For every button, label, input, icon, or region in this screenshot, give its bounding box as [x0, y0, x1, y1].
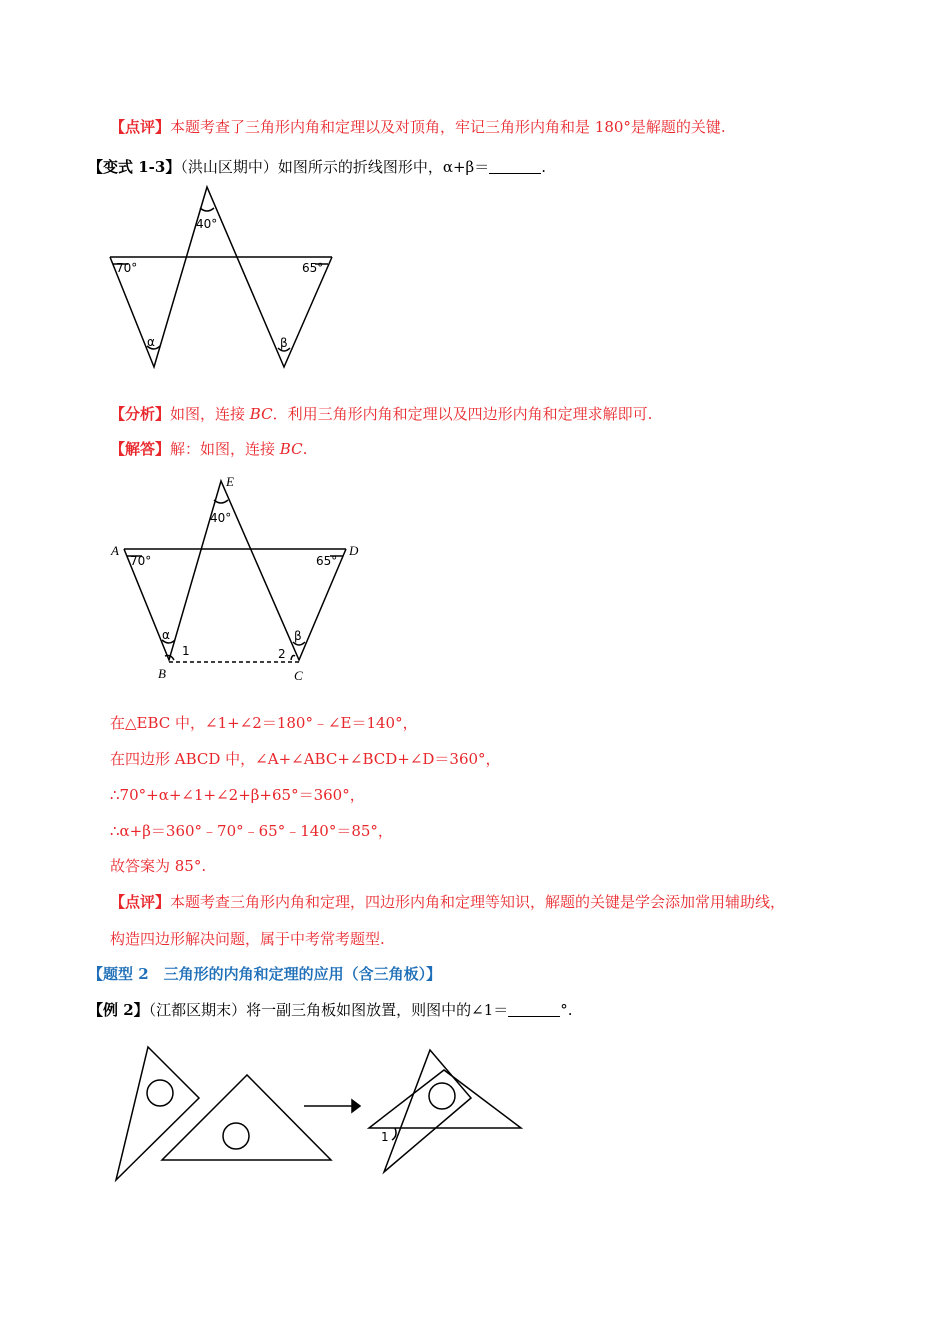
fig2-alpha: α	[162, 628, 170, 642]
analysis-bc: BC	[249, 405, 273, 423]
fig2-beta: β	[294, 629, 302, 643]
answer-end: .	[302, 440, 308, 458]
step-2: 在四边形 ABCD 中，∠A+∠ABC+∠BCD+∠D＝360°，	[110, 750, 501, 768]
comment-text: 本题考查了三角形内角和定理以及对顶角，牢记三角形内角和是 180°是解题的关键.	[170, 118, 726, 136]
fig2-left-angle: 70°	[130, 554, 152, 568]
variant-end: .	[541, 158, 546, 176]
fig1-right-angle: 65°	[302, 261, 324, 275]
comment2-line-1: 本题考查三角形内角和定理，四边形内角和定理等知识，解题的关键是学会添加常用辅助线，	[170, 893, 786, 911]
fig1-beta: β	[280, 336, 288, 350]
fig1-left-angle: 70°	[116, 261, 138, 275]
step-3: ∴70°+α+∠1+∠2+β+65°＝360°，	[110, 786, 365, 804]
fig2-top-angle: 40°	[210, 511, 232, 525]
step-4: ∴α+β＝360°﹣70°﹣65°﹣140°＝85°，	[110, 822, 393, 840]
fig2-label-d: D	[349, 543, 359, 558]
fig2-right-angle: 65°	[316, 554, 338, 568]
fig1-top-angle: 40°	[196, 217, 218, 231]
fig2-label-e: E	[226, 474, 234, 489]
example-end: °.	[560, 1001, 573, 1019]
step-5: 故答案为 85°.	[110, 857, 207, 875]
fig2-label-c: C	[294, 668, 303, 683]
topic-heading: 【题型 2 三角形的内角和定理的应用（含三角板）】	[88, 965, 442, 983]
fig2-label-b: B	[158, 666, 166, 681]
analysis-text-2: ．利用三角形内角和定理以及四边形内角和定理求解即可.	[272, 405, 653, 423]
example-text: （江都区期末）将一副三角板如图放置，则图中的∠1＝	[148, 1001, 509, 1019]
answer-bc: BC	[279, 440, 303, 458]
comment2-line-2: 构造四边形解决问题，属于中考常考题型.	[110, 930, 385, 948]
comment-tag: 【点评】	[110, 118, 171, 136]
comment2-tag: 【点评】	[110, 893, 171, 911]
step-1: 在△EBC 中，∠1+∠2＝180°﹣∠E＝140°，	[110, 714, 418, 732]
fig2-label-a: A	[111, 543, 119, 558]
answer-text: 解：如图，连接	[170, 440, 280, 458]
analysis-tag: 【分析】	[110, 405, 171, 423]
fig2-angle-2: 2	[278, 647, 286, 661]
analysis-text-1: 如图，连接	[170, 405, 250, 423]
fig2-angle-1: 1	[182, 644, 190, 658]
variant-tag: 【变式 1-3】	[88, 158, 181, 176]
fig3-angle-1: 1	[381, 1130, 389, 1144]
fig1-alpha: α	[147, 335, 155, 349]
answer-tag: 【解答】	[110, 440, 171, 458]
example-tag: 【例 2】	[88, 1001, 149, 1019]
variant-text: （洪山区期中）如图所示的折线图形中，α+β＝	[180, 158, 490, 176]
